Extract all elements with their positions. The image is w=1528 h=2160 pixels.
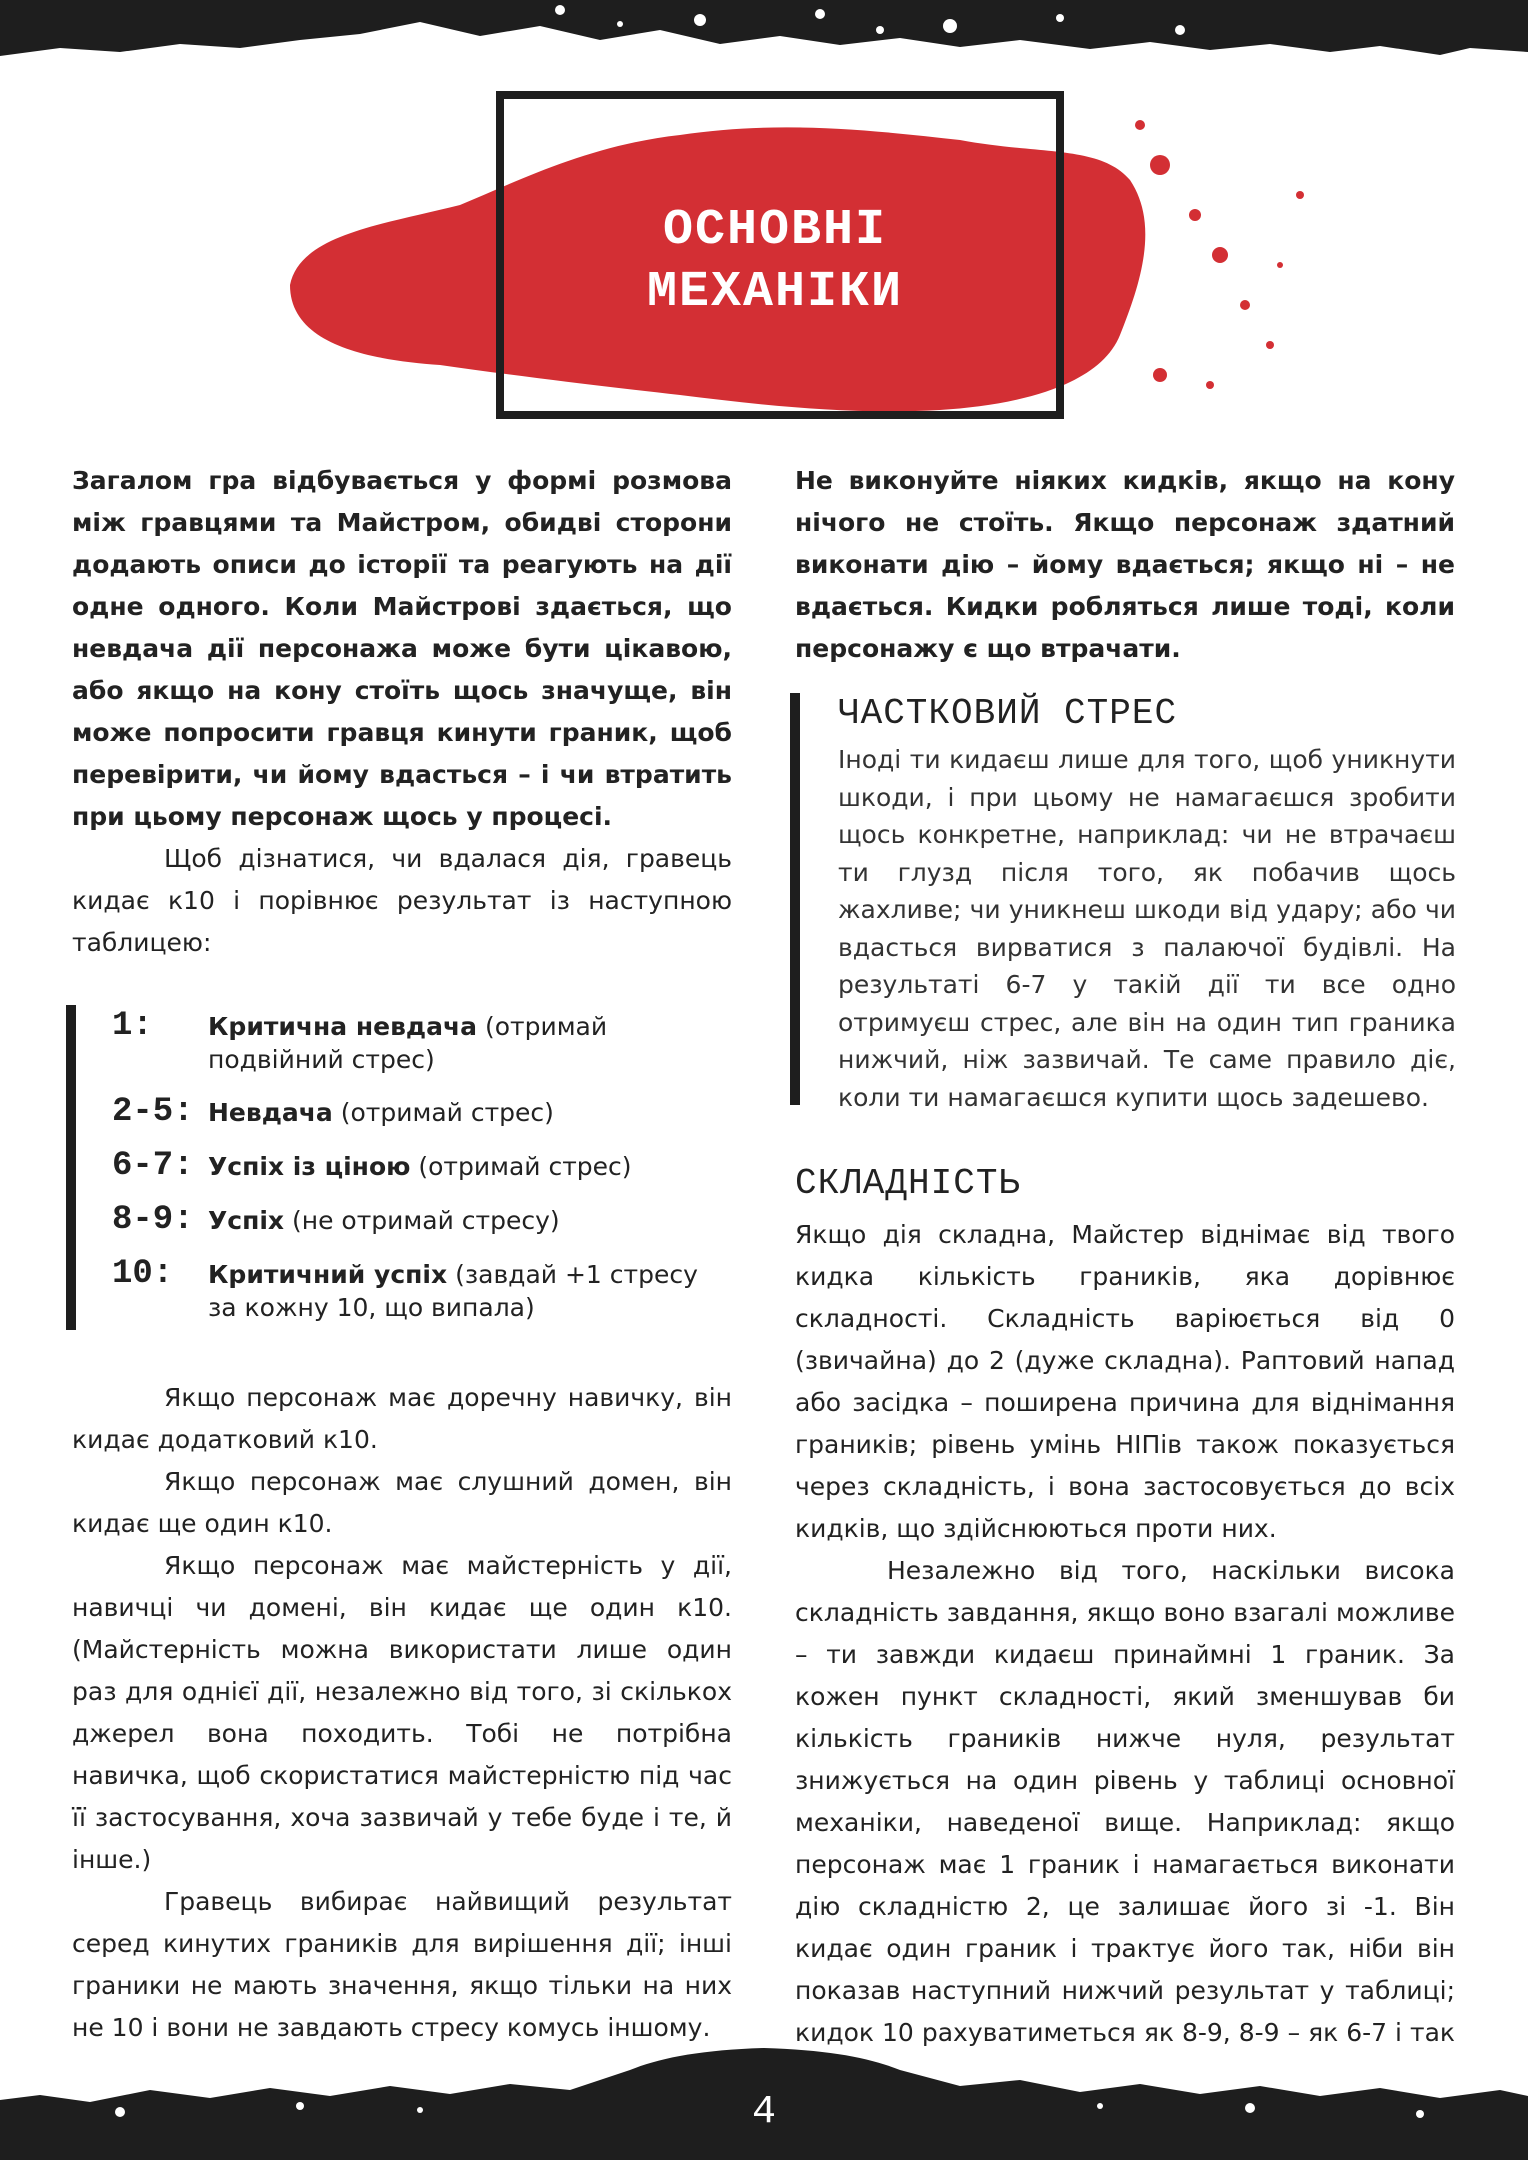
sidebar-body: Іноді ти кидаєш лише для того, щоб уникнути шкоди, і при цьому не намагаєшся зробити щось конкретне, наприклад: чи не втрачаєш ти глузд після того, як побачив щось жахливе; чи уникнеш шкоди від удару; або чи вдасться вирватися з палаючої будівлі. На результаті 6-7 у такій дії ти все одно отримуєш стрес, але він на один тип граника нижчий, ніж зазвичай. Те саме правило діє, коли ти намагаєшся купити щось задешево. (838, 745, 1456, 1112)
result-label: Невдача (208, 1098, 333, 1127)
result-text (208, 1150, 728, 1183)
page-title (495, 200, 1055, 324)
result-note: (отримай стрес) (410, 1152, 632, 1181)
partial-stress-sidebar (790, 693, 1470, 1112)
intro-paragraph: Щоб дізнатися, чи вдалася дія, гравець кидає к10 і порівнює результат із наступною таблицею: (72, 844, 732, 957)
no-roll-paragraph: Не виконуйте ніяких кидків, якщо на кону нічого не стоїть. Якщо персонаж здатний виконати дію – йому вдається; якщо ні – не вдається. Кидки робляться лише тоді, коли персонажу є що втрачати. (795, 466, 1455, 663)
sidebar-heading: ЧАСТКОВИЙ СТРЕС (838, 693, 1178, 734)
result-label: Успіх із ціною (208, 1152, 411, 1181)
result-key: 8-9: (112, 1201, 194, 1239)
result-note: (завдай +1 стресу за кожну 10, що випала) (208, 1260, 698, 1322)
left-rules (72, 1377, 732, 2049)
result-label: Успіх (208, 1206, 285, 1235)
page-number: 4 (751, 2090, 776, 2135)
domain-paragraph: Якщо персонаж має слушний домен, він кидає ще один к10. (72, 1467, 732, 1538)
result-text (208, 1010, 728, 1076)
result-label: Критичний успіх (208, 1260, 448, 1289)
skill-paragraph: Якщо персонаж має доречну навичку, він кидає додатковий к10. (72, 1383, 732, 1454)
mechanics-table (66, 1005, 736, 1330)
result-key: 10: (112, 1255, 174, 1293)
difficulty-paragraph-2: Незалежно від того, наскільки висока складність завдання, якщо воно взагалі можливе – ти завжди кидаєш принаймні 1 граник. За кожен пункт складності, який зменшував би кількість граників нижче нуля, результат знижується на один рівень у таблиці основної механіки, наведеної вище. Наприклад: якщо персонаж має 1 граник і намагається виконати дію складністю 2, це залишає його зі -1. Він кидає один граник і трактує його так, ніби він показав наступний нижчий результат у таблиці; кидок 10 рахуватиметься як 8-9, 8-9 – як 6-7 і так (795, 1556, 1455, 2047)
result-text (208, 1204, 728, 1237)
result-text (208, 1096, 728, 1129)
result-note: (не отримай стресу) (284, 1206, 560, 1235)
intro-bold-paragraph: Загалом гра відбувається у формі розмова між гравцями та Майстром, обидві сторони додають описи до історії та реагують на дії одне одного. Коли Майстрові здається, що невдача дії персонажа може бути цікавою, або якщо на кону стоїть щось значуще, він може попросити гравця кинути граник, щоб перевірити, чи йому вдасться – і чи втратить при цьому персонаж щось у процесі. (72, 466, 732, 831)
result-key: 1: (112, 1007, 153, 1045)
highest-result-paragraph: Гравець вибирає найвищий результат серед кинутих граників для вирішення дії; інші граники не мають значення, якщо тільки на них не 10 і вони не завдають стресу комусь іншому. (72, 1887, 732, 2042)
result-note: (отримай стрес) (332, 1098, 554, 1127)
result-text (208, 1258, 728, 1324)
top-ink-border (0, 0, 1528, 60)
result-label: Критична невдача (208, 1012, 478, 1041)
mastery-paragraph: Якщо персонаж має майстерність у дії, навичці чи домені, він кидає ще один к10. (Майстерність можна використати лише один раз для однієї дії, незалежно від того, зі скількох джерел вона походить. Тобі не потрібна навичка, щоб скористатися майстерністю під час її застосування, хоча зазвичай у тебе буде і те, й інше.) (72, 1551, 732, 1874)
result-note: (отримай подвійний стрес) (208, 1012, 608, 1074)
result-key: 2-5: (112, 1093, 194, 1131)
difficulty-heading: СКЛАДНІСТЬ (795, 1163, 1022, 1204)
difficulty-section (795, 1214, 1455, 2096)
title-line-2: МЕХАНІКИ (646, 264, 904, 321)
left-intro (72, 460, 732, 964)
result-key: 6-7: (112, 1147, 194, 1185)
right-intro (795, 460, 1455, 670)
title-line-1: ОСНОВНІ (662, 202, 888, 259)
difficulty-paragraph-1: Якщо дія складна, Майстер віднімає від твого кидка кількість граників, яка дорівнює складності. Складність варіюється від 0 (звичайна) до 2 (дуже складна). Раптовий напад або засідка – поширена причина для віднімання граників; рівень умінь НІПів також показується через складність, і вона застосовується до всіх кидків, що здійснюються проти них. (795, 1220, 1455, 1543)
